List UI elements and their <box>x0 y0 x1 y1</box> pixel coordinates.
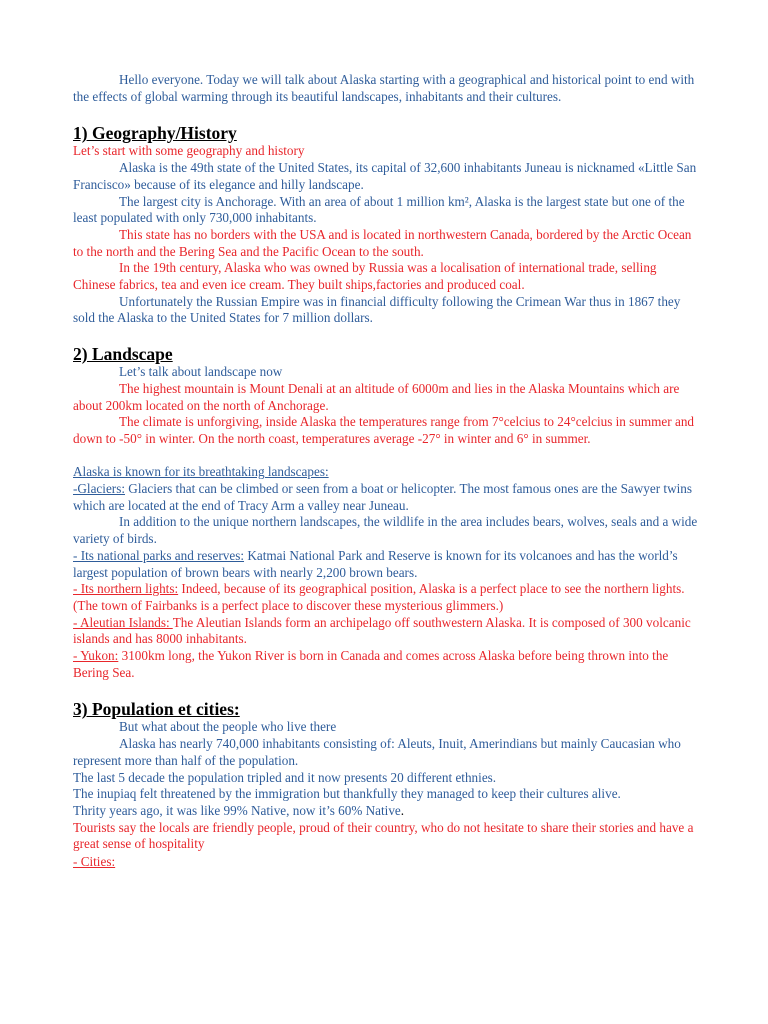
glaciers-text: Glaciers that can be climbed or seen from a boat or helicopter. The most famous ones are the Sawyer twins which are located at the end of Tracy Arm a valley near Juneau. <box>73 481 693 513</box>
section1-lead: Let’s start with some geography and history <box>73 143 305 159</box>
section3-paragraph-4 <box>73 803 698 820</box>
section1-paragraph-2: The largest city is Anchorage. With an area of about 1 million km², Alaska is the largest state but one of the least populated with only 730,000 inhabitants. <box>73 193 685 226</box>
section1-paragraph-4: In the 19th century, Alaska who was owned by Russia was a localisation of international trade, selling Chinese fabrics, tea and even ice cream. They built ships,factories and produced coal. <box>73 260 657 293</box>
aleutian-item <box>73 615 698 648</box>
yukon-label: - Yukon: <box>73 648 119 664</box>
section3-paragraph-3: The inupiaq felt threatened by the immigration but thankfully they managed to keep their cultures alive. <box>73 786 621 802</box>
section-heading-geography: 1) Geography/History <box>73 123 237 144</box>
section3-paragraph-5: Tourists say the locals are friendly people, proud of their country, who do not hesitate to share their stories and have a great sense of hospitality <box>73 819 694 852</box>
cities-label: - Cities: <box>73 854 116 870</box>
section2-paragraph-1: The highest mountain is Mount Denali at an altitude of 6000m and lies in the Alaska Mountains which are about 200km located on the north of Anchorage. <box>73 380 680 413</box>
parks-label: - Its national parks and reserves: <box>73 547 245 563</box>
section1-paragraph-3: This state has no borders with the USA and is located in northwestern Canada, bordered by the Arctic Ocean to the north and the Bering Sea and the Pacific Ocean to the south. <box>73 226 692 259</box>
yukon-text: 3100km long, the Yukon River is born in Canada and comes across Alaska before being thrown into the Bering Sea. <box>73 648 669 680</box>
section3-lead: But what about the people who live there <box>119 719 337 735</box>
section3-paragraph-2: The last 5 decade the population tripled and it now presents 20 different ethnies. <box>73 769 497 785</box>
section1-paragraph-5: Unfortunately the Russian Empire was in financial difficulty following the Crimean War thus in 1867 they sold the Alaska to the United States for 7 million dollars. <box>73 293 681 326</box>
glaciers-label: -Glaciers: <box>73 481 125 497</box>
section1-paragraph-1: Alaska is the 49th state of the United States, its capital of 32,600 inhabitants Juneau is nicknamed «Little San Francisco» because of its elegance and hilly landscape. <box>73 160 697 192</box>
glaciers-item <box>73 481 698 514</box>
parks-text: Katmai National Park and Reserve is known for its volcanoes and has the world’s largest population of brown bears with nearly 2,200 brown bears. <box>73 547 678 580</box>
section3-paragraph-4-text: Thrity years ago, it was like 99% Native, now it’s 60% Native <box>73 803 401 818</box>
parks-item <box>73 548 698 581</box>
aleutian-label: - Aleutian Islands: <box>73 614 173 630</box>
section-heading-landscape: 2) Landscape <box>73 344 173 365</box>
northern-lights-item <box>73 581 698 614</box>
northern-lights-text: Indeed, because of its geographical position, Alaska is a perfect place to see the northern lights. (The town of Fairbanks is a perfect place to discover these mysterious glimmers.) <box>73 581 685 613</box>
section-heading-population: 3) Population et cities: <box>73 699 240 720</box>
yukon-item <box>73 648 698 681</box>
section2-paragraph-2: The climate is unforgiving, inside Alaska the temperatures range from 7°celcius to 24°celcius in summer and down to -50° in winter. On the north coast, temperatures average -27° in winter and 6° in summer. <box>73 414 695 446</box>
section3-paragraph-4-period: . <box>400 803 405 818</box>
section2-lead: Let’s talk about landscape now <box>119 364 283 380</box>
section3-paragraph-1: Alaska has nearly 740,000 inhabitants consisting of: Aleuts, Inuit, Amerindians but mainly Caucasian who represent more than half of the population. <box>73 736 681 768</box>
northern-lights-label: - Its northern lights: <box>73 581 179 597</box>
intro-paragraph: Hello everyone. Today we will talk about Alaska starting with a geographical and historical point to end with the effects of global warming through its beautiful landscapes, inhabitants and their cultures. <box>73 72 695 104</box>
landscapes-intro: Alaska is known for its breathtaking landscapes: <box>73 464 329 480</box>
wildlife-paragraph: In addition to the unique northern landscapes, the wildlife in the area includes bears, wolves, seals and a wide variety of birds. <box>73 514 698 547</box>
blank-line <box>73 448 698 465</box>
aleutian-text: The Aleutian Islands form an archipelago off southwestern Alaska. It is composed of 300 volcanic islands and has 8000 inhabitants. <box>73 614 691 647</box>
